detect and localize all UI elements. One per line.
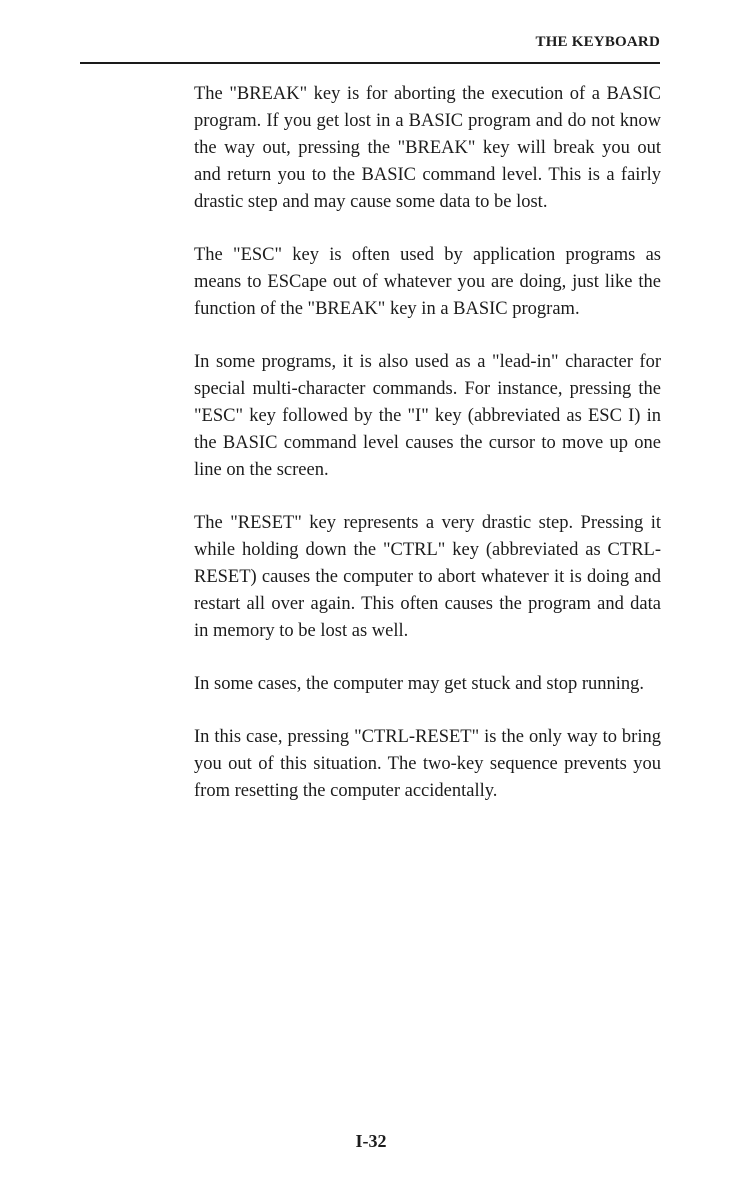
paragraph-break-key: The "BREAK" key is for aborting the execution of a BASIC program. If you get lost in a BASIC program and do not know the way out, pressing the "BREAK" key will break you out and return you to the BASIC command level. This is a fairly drastic step and may cause some data to be lost.: [194, 84, 661, 212]
paragraph-ctrl-reset: In this case, pressing "CTRL-RESET" is the only way to bring you out of this situation. The two-key sequence prevents you from resetting the computer accidentally.: [194, 727, 661, 801]
body-text: [194, 81, 661, 805]
header-title: THE KEYBOARD: [535, 34, 660, 50]
paragraph-computer-stuck: In some cases, the computer may get stuck and stop running.: [194, 674, 645, 694]
page-number: I-32: [355, 1131, 387, 1151]
paragraph-esc-key: The "ESC" key is often used by application programs as means to ESCape out of whatever you are doing, just like the function of the "BREAK" key in a BASIC program.: [194, 245, 661, 319]
paragraph-esc-lead-in: In some programs, it is also used as a "lead-in" character for special multi-character commands. For instance, pressing the "ESC" key followed by the "I" key (abbreviated as ESC I) in the BASIC command level causes the cursor to move up one line on the screen.: [194, 352, 661, 480]
paragraph-reset-key: The "RESET" key represents a very drastic step. Pressing it while holding down the "CTRL" key (abbreviated as CTRL-RESET) causes the computer to abort whatever it is doing and restart all over again. This often causes the program and data in memory to be lost as well.: [194, 513, 661, 641]
running-header: [80, 34, 660, 64]
